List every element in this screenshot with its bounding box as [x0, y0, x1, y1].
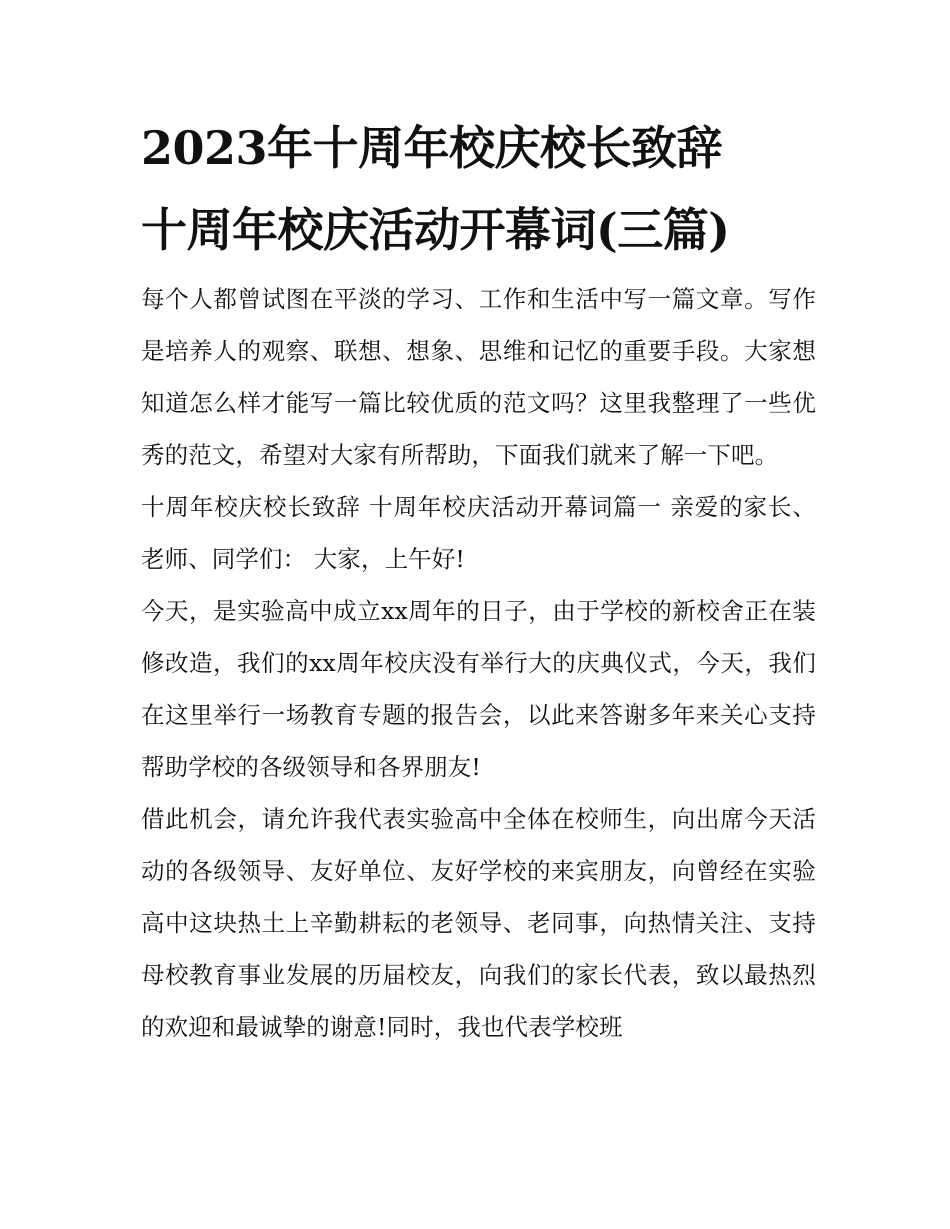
paragraph-today: 今天，是实验高中成立xx周年的日子，由于学校的新校舍正在装修改造，我们的xx周年校庆没有举行大的庆典仪式，今天，我们在这里举行一场教育专题的报告会，以此来答谢多年来关心支持帮助学校的各级领导和各界朋友! — [141, 597, 816, 781]
page-title: 2023年十周年校庆校长致辞 — [141, 121, 723, 175]
paragraph-greeting: 十周年校庆校长致辞 十周年校庆活动开幕词篇一 亲爱的家长、老师、同学们： 大家，上午好! — [141, 493, 816, 573]
paragraph-intro: 每个人都曾试图在平淡的学习、工作和生活中写一篇文章。写作是培养人的观察、联想、想象、思维和记忆的重要手段。大家想知道怎么样才能写一篇比较优质的范文吗？这里我整理了一些优秀的范文，希望对大家有所帮助，下面我们就来了解一下吧。 — [141, 285, 816, 469]
page-subtitle: 十周年校庆活动开幕词(三篇) — [141, 203, 730, 257]
paragraph-thanks: 借此机会，请允许我代表实验高中全体在校师生，向出席今天活动的各级领导、友好单位、友好学校的来宾朋友，向曾经在实验高中这块热土上辛勤耕耘的老领导、老同事，向热情关注、支持母校教育事业发展的历届校友，向我们的家长代表，致以最热烈的欢迎和最诚挚的谢意!同时，我也代表学校班 — [141, 805, 816, 1041]
body-text — [141, 273, 816, 1053]
title-block — [141, 118, 821, 260]
